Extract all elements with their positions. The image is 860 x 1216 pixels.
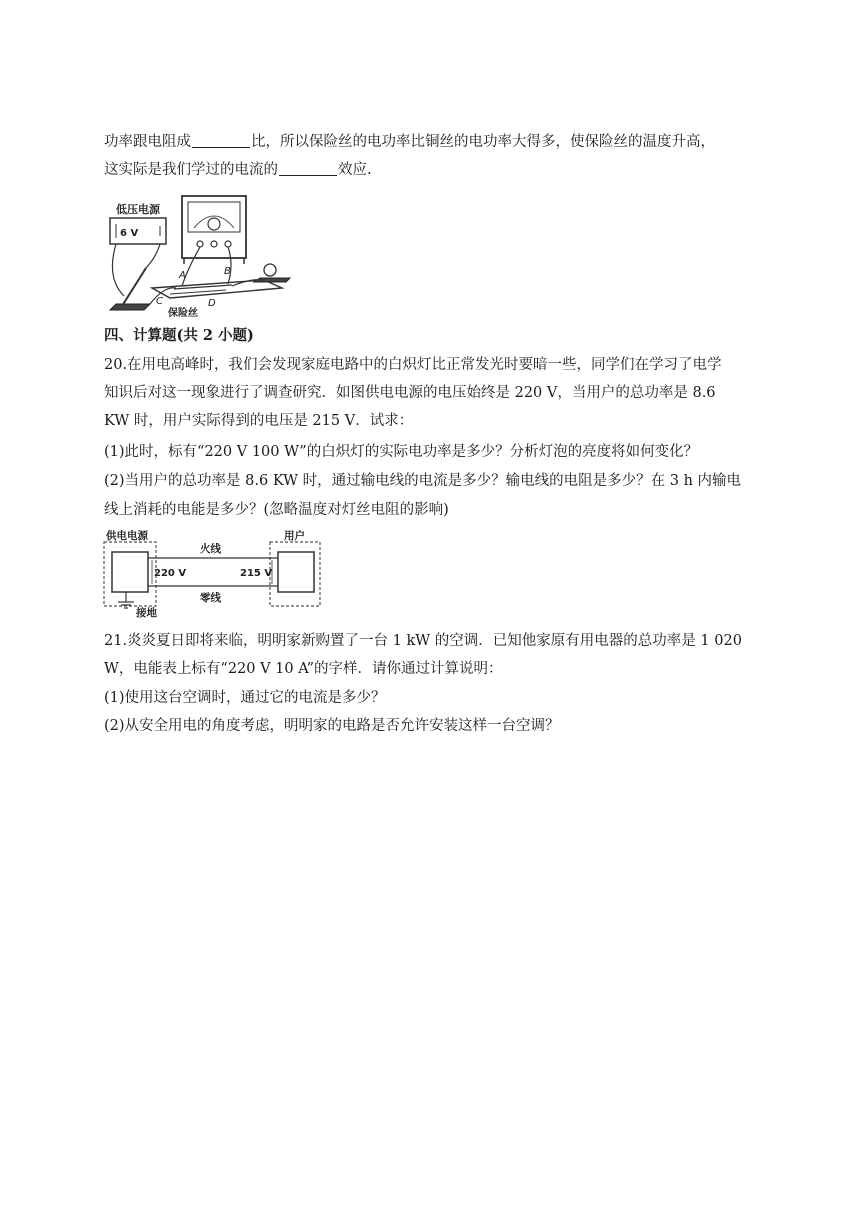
q20-line-2: 知识后对这一现象进行了调查研究．如图供电电源的电压始终是 220 V，当用户的总功率是 8.6 bbox=[104, 385, 716, 401]
q19-line-2 bbox=[104, 160, 764, 180]
user-voltage-label: 215 V bbox=[240, 568, 273, 579]
answer-blank-2[interactable] bbox=[279, 161, 337, 176]
neutral-label: 零线 bbox=[200, 592, 221, 604]
point-d-label: D bbox=[208, 298, 216, 309]
source-label: 低压电源 bbox=[116, 203, 160, 216]
q20-line-1: 20.在用电高峰时，我们会发现家庭电路中的白炽灯比正常发光时要暗一些，同学们在学习了电学 bbox=[104, 357, 722, 373]
q19-line-1 bbox=[104, 132, 764, 152]
user-unit bbox=[278, 552, 314, 592]
supply-label: 供电电源 bbox=[106, 530, 148, 542]
supply-voltage-label: 220 V bbox=[154, 568, 187, 579]
fuse-label: 保险丝 bbox=[168, 308, 198, 319]
section-heading: 四、计算题(共 2 小题) bbox=[104, 327, 254, 344]
supply-unit bbox=[112, 552, 148, 592]
point-c-label: C bbox=[156, 296, 163, 307]
q20-line-3: KW 时，用户实际得到的电压是 215 V．试求： bbox=[104, 413, 414, 429]
q21-line-1: 21.炎炎夏日即将来临，明明家新购置了一台 1 kW 的空调．已知他家原有用电器的总功率是 1 020 bbox=[104, 633, 742, 649]
q19-text-b: 比，所以保险丝的电功率比铜丝的电功率大得多，使保险丝的温度升高， bbox=[251, 134, 715, 150]
q21-line-2: W，电能表上标有“220 V 10 A”的字样．请你通过计算说明： bbox=[104, 661, 503, 677]
user-label: 用户 bbox=[284, 530, 305, 542]
q19-text-a: 功率跟电阻成 bbox=[104, 134, 191, 150]
point-a-label: A bbox=[179, 270, 186, 281]
point-b-label: B bbox=[224, 266, 231, 277]
q19-text-c: 这实际是我们学过的电流的 bbox=[104, 162, 278, 178]
fuse-experiment-figure bbox=[104, 188, 294, 320]
q21-part-1: (1)使用这台空调时，通过它的电流是多少？ bbox=[104, 690, 386, 706]
answer-blank-1[interactable] bbox=[192, 133, 250, 148]
ground-label: 接地 bbox=[136, 607, 157, 619]
q19-text-d: 效应. bbox=[338, 162, 372, 178]
voltage-label: 6 V bbox=[120, 228, 139, 239]
q21-part-2: (2)从安全用电的角度考虑，明明家的电路是否允许安装这样一台空调？ bbox=[104, 718, 560, 734]
q20-part-1: (1)此时，标有“220 V 100 W”的白炽灯的实际电功率是多少？分析灯泡的亮度将如何变化？ bbox=[104, 444, 699, 460]
q20-part-2-line-1: (2)当用户的总功率是 8.6 KW 时，通过输电线的电流是多少？输电线的电阻是多少？在 3 h 内输电 bbox=[104, 473, 742, 489]
power-line-figure bbox=[100, 528, 326, 620]
switch-lever bbox=[122, 268, 146, 306]
live-label: 火线 bbox=[200, 543, 221, 555]
q20-part-2-line-2: 线上消耗的电能是多少？(忽略温度对灯丝电阻的影响) bbox=[104, 502, 449, 518]
experiment-board bbox=[152, 280, 282, 298]
bulb-icon bbox=[264, 264, 276, 276]
